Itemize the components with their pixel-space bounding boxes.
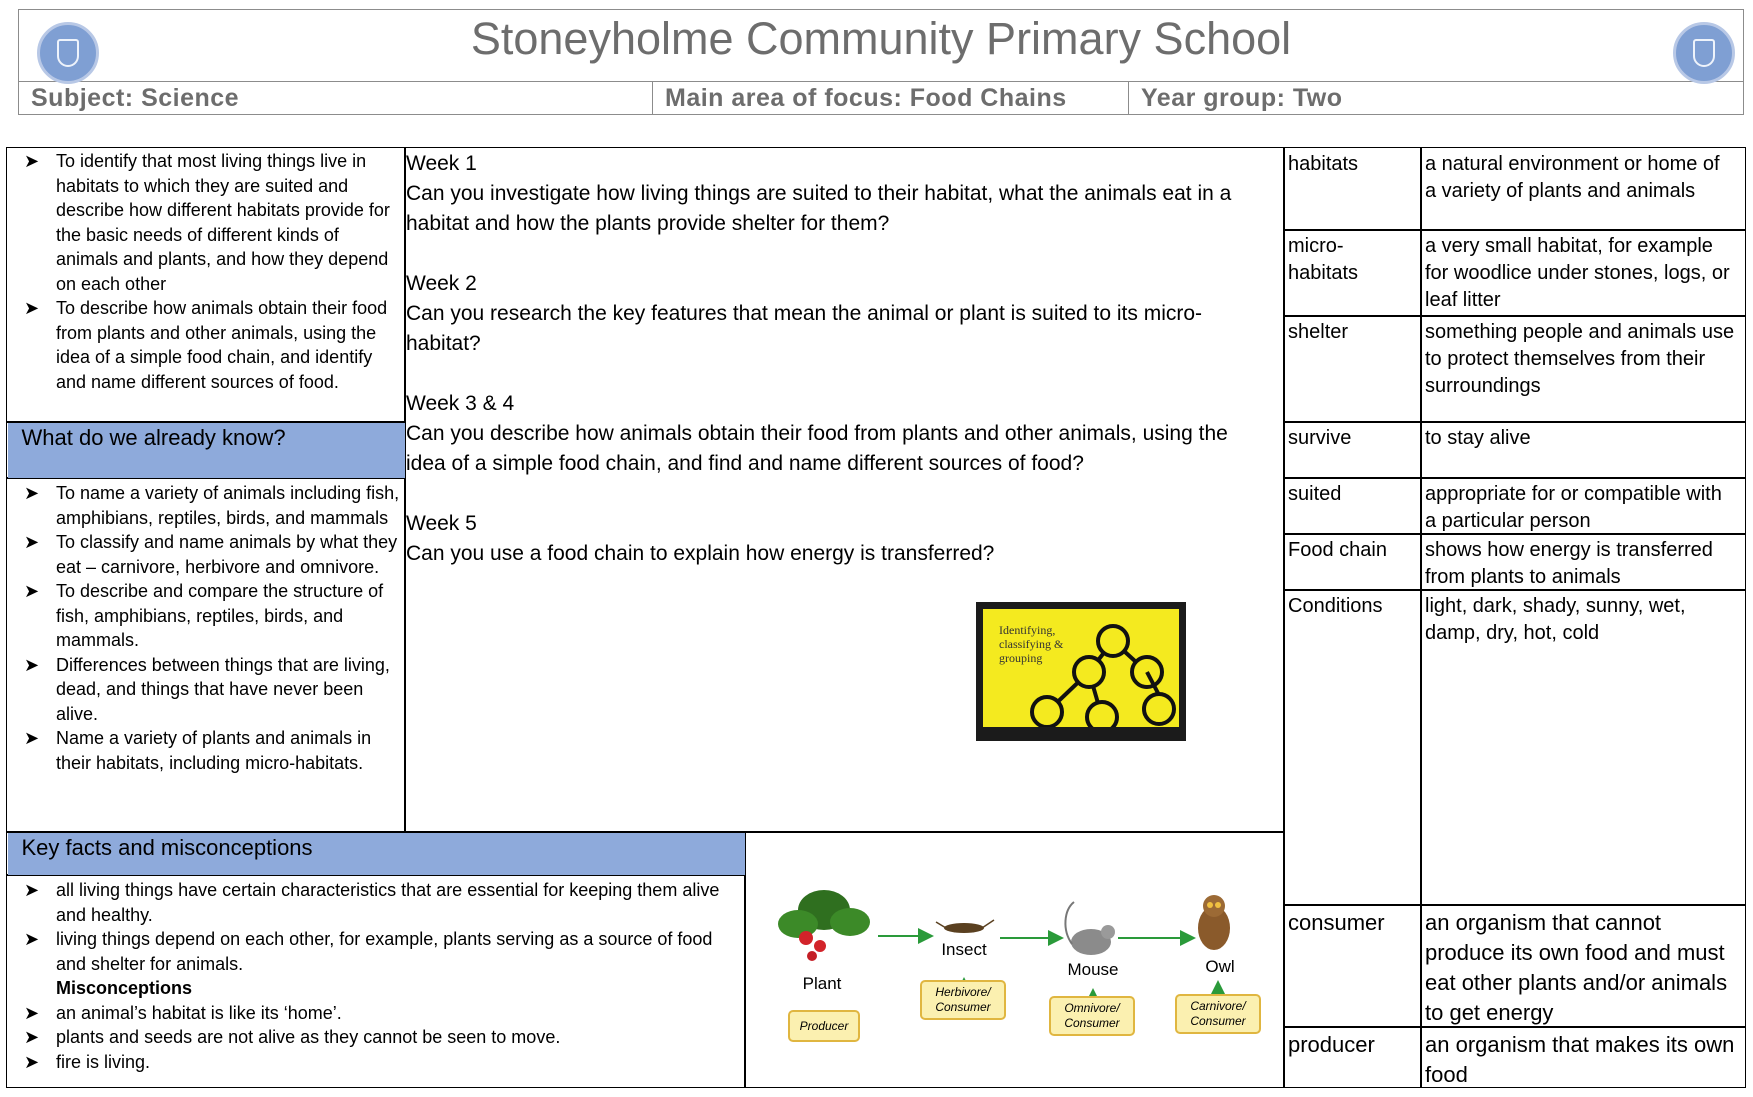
focus-label: Main area of focus: Food Chains [653,82,1129,115]
vocab-definition: to stay alive [1425,427,1531,449]
vocab-word: suited [1288,483,1342,505]
week-label: Week 2 [406,272,477,295]
vocab-definition: light, dark, shady, sunny, wet, damp, dry, hot, cold [1425,595,1686,644]
list-item: ➤ Differences between things that are living, dead, and things that have never been alive. [24,654,390,724]
list-item: ➤ To classify and name animals by what they eat – carnivore, herbivore and omnivore. [24,532,398,577]
vocab-word: habitats [1288,153,1359,175]
owl-icon [1198,895,1230,950]
prior-knowledge-list [14,481,404,775]
week-block [406,509,1246,569]
week-question: Can you research the key features that mean the animal or plant is suited to its micro-habitat? [406,302,1203,355]
week-question: Can you use a food chain to explain how energy is transferred? [406,542,995,565]
vocab-definition: a natural environment or home of a variety of plants and animals [1425,153,1720,202]
list-item: ➤ an animal’s habitat is like its ‘home’. [14,1001,739,1026]
vocab-definition: appropriate for or compatible with a particular person [1425,483,1722,532]
week-question: Can you describe how animals obtain their food from plants and other animals, using the idea of a simple food chain, and find and name different sources of food? [406,422,1228,475]
arrow-bullet-icon: ➤ [24,151,40,171]
list-item: ➤ To identify that most living things live in habitats to which they are suited and describe how different habitats provide for the basic needs of different kinds of animals and plants, and how they depend on each other [24,151,390,294]
list-item: ➤ fire is living. [14,1050,739,1075]
food-chain-role: Producer [788,1010,860,1042]
key-facts-list [14,878,739,1074]
list-item: ➤ living things depend on each other, for example, plants serving as a source of food and shelter for animals. [24,929,713,974]
food-chain-organism: Mouse [1067,960,1119,979]
week-label: Week 1 [406,152,477,175]
food-chain-role: Herbivore/ Consumer [920,980,1006,1020]
list-item: ➤ To describe and compare the structure of fish, amphibians, reptiles, birds, and mammals. [24,581,384,650]
arrow-bullet-icon: ➤ [24,581,40,601]
week-block [406,149,1246,239]
vocab-definition: a very small habitat, for example for woodlice under stones, logs, or leaf litter [1425,235,1730,311]
food-chain-role: Omnivore/ Consumer [1049,996,1135,1036]
key-facts-heading: Key facts and misconceptions [8,833,745,875]
arrow-bullet-icon: ➤ [24,298,40,318]
divider [1283,315,1746,317]
divider [1283,904,1746,906]
arrow-bullet-icon: ➤ [24,532,40,552]
list-item: ➤ all living things have certain characteristics that are essential for keeping them alive and healthy. [24,880,720,925]
food-chain-organism: Owl [1205,957,1235,976]
arrow-bullet-icon: ➤ [24,728,40,748]
divider [1420,147,1422,1088]
arrow-bullet-icon: ➤ [24,1027,40,1047]
school-title: Stoneyholme Community Primary School [19,10,1743,82]
week-label: Week 5 [406,512,477,535]
week-question: Can you investigate how living things are suited to their habitat, what the animals eat in a habitat and how the plants provide shelter for them? [406,182,1232,235]
vocab-word: Conditions [1288,595,1383,617]
weekly-questions [406,149,1246,599]
identifying-classifying-grouping-image [976,602,1186,741]
vocab-definition: an organism that makes its own food [1425,1032,1735,1087]
divider [1283,147,1285,1088]
misconceptions-heading: Misconceptions [56,978,193,998]
vocab-word: Food chain [1288,539,1387,561]
list-item: ➤ To describe how animals obtain their food from plants and other animals, using the idea of a simple food chain, and identify and name different sources of food. [24,298,388,392]
week-block [406,389,1246,479]
divider [1283,477,1746,479]
image-caption: Identifying, classifying & grouping [999,623,1064,665]
insect-icon [936,920,994,933]
list-item: ➤ plants and seeds are not alive as they cannot be seen to move. [14,1025,739,1050]
arrow-bullet-icon: ➤ [24,1002,40,1023]
year-group-label: Year group: Two [1141,84,1343,112]
food-chain-organism: Plant [802,974,842,993]
week-label: Week 3 & 4 [406,392,515,415]
food-chain-role: Carnivore/ Consumer [1175,994,1261,1034]
plant-icon [778,890,870,961]
objectives-list [14,149,404,394]
arrow-bullet-icon: ➤ [24,880,40,900]
arrow-bullet-icon: ➤ [24,483,40,503]
page-header [18,9,1744,115]
subject-label: Subject: Science [19,82,653,115]
school-crest-icon [1673,22,1735,84]
vocab-word: shelter [1288,321,1349,343]
week-block [406,269,1246,359]
vocab-word: producer [1288,1032,1375,1057]
vocab-definition: an organism that cannot produce its own food and must eat other plants and/or animals to get energy [1425,910,1728,1025]
prior-knowledge-heading: What do we already know? [8,423,405,478]
vocab-definition: shows how energy is transferred from plants to animals [1425,539,1713,588]
divider [1283,421,1746,423]
vocab-word: consumer [1288,910,1385,935]
tree-diagram-icon [983,609,1179,727]
school-crest-icon [37,22,99,84]
arrow-bullet-icon: ➤ [24,654,40,675]
vocab-definition: something people and animals use to protect themselves from their surroundings [1425,321,1735,397]
divider [1283,229,1746,231]
list-item: ➤ Name a variety of plants and animals in their habitats, including micro-habitats. [24,728,372,773]
food-chain-organism: Insect [941,940,987,959]
vocab-word: survive [1288,427,1352,449]
arrow-bullet-icon: ➤ [24,1051,40,1072]
arrow-bullet-icon: ➤ [24,929,40,949]
vocab-word: micro-habitats [1288,235,1359,284]
list-item: ➤ To name a variety of animals including fish, amphibians, reptiles, birds, and mammals [24,483,400,528]
mouse-icon [1065,902,1115,955]
